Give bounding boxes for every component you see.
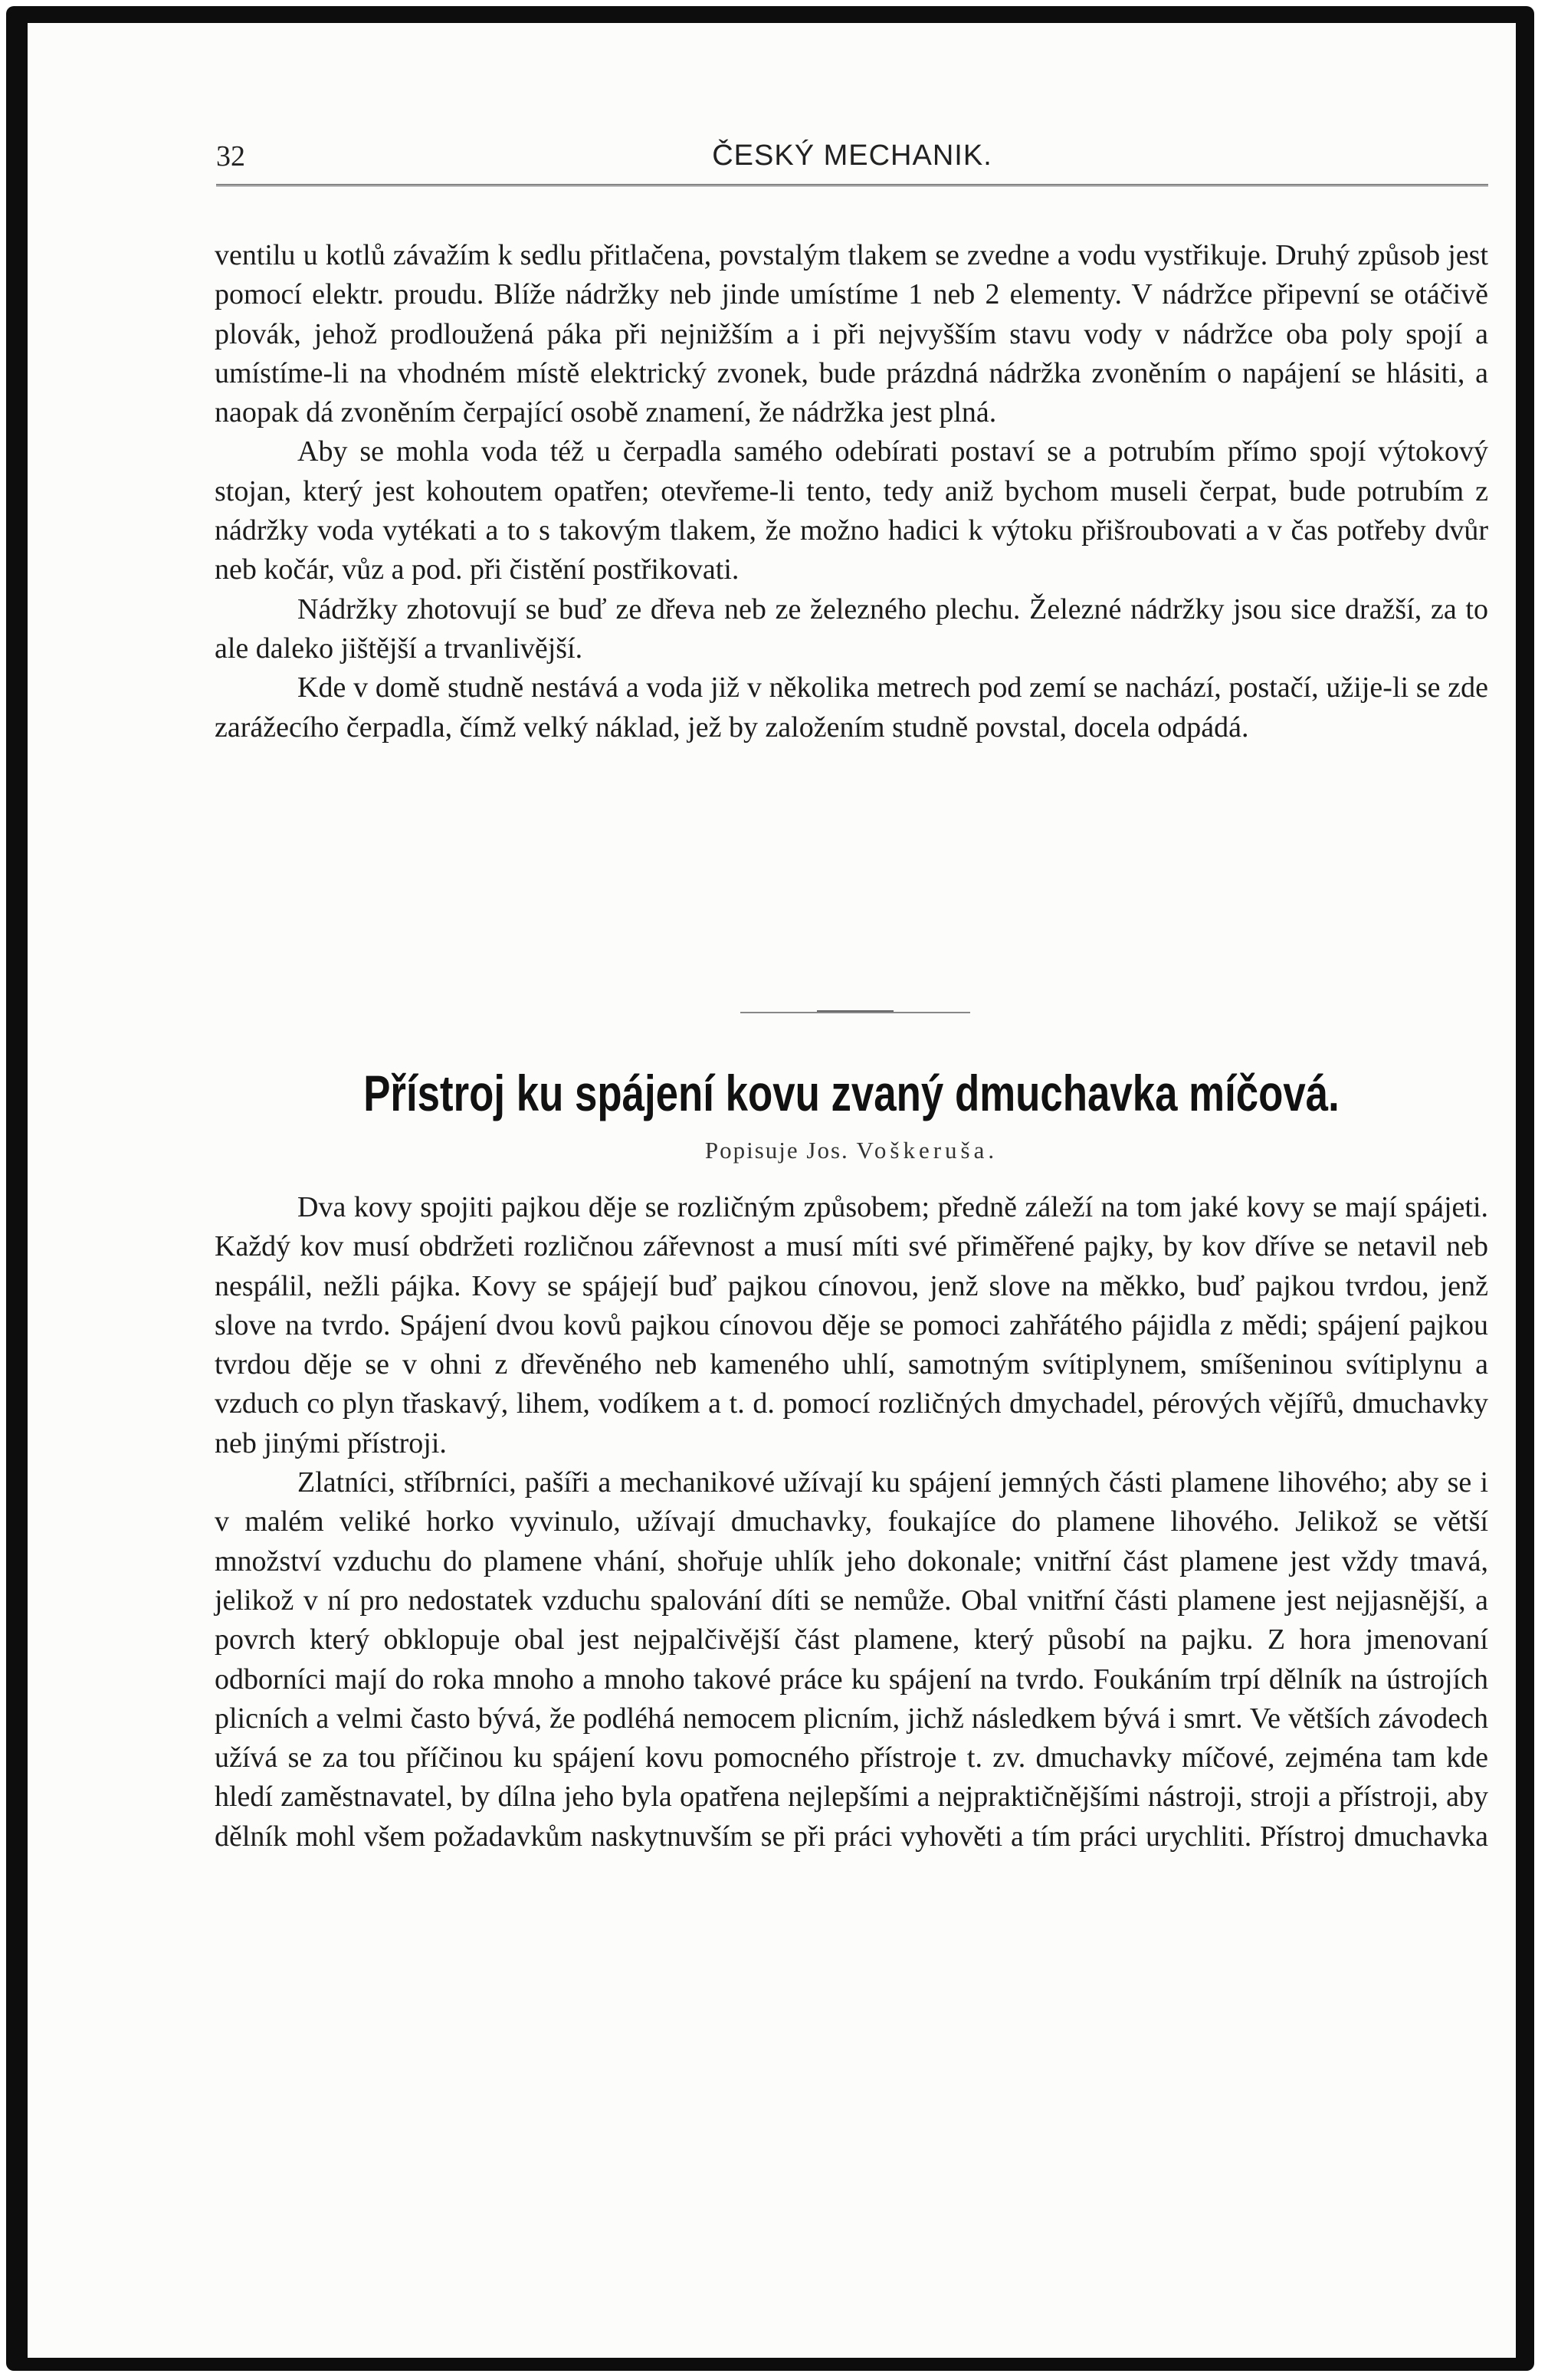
book-page <box>28 23 1516 2358</box>
page-number: 32 <box>216 140 245 172</box>
paragraph: Aby se mohla voda též u čerpadla samého odebírati postaví se a potrubím přímo spojí výtokový stojan, který jest kohoutem opatřen; otevřeme-li tento, tedy aniž bychom museli čerpat, bude potrubím z nádržky voda vytékati a to s takovým tlakem, že možno hadici k výtoku přišroubovati a v čas potřeby dvůr neb kočár, vůz a pod. při čistění postřikovati. <box>215 435 1488 586</box>
header-rule <box>216 184 1488 186</box>
section-divider <box>740 1012 970 1013</box>
continued-text <box>215 236 1488 747</box>
byline <box>215 1137 1488 1164</box>
paragraph: Kde v domě studně nestává a voda již v několika metrech pod zemí se nachází, postačí, užije-li se zde zarážecího čerpadla, čímž velký náklad, jež by založením studně povstal, docela odpádá. <box>215 671 1488 744</box>
running-head <box>216 140 1488 193</box>
paragraph: Zlatníci, stříbrníci, pašíři a mechanikové užívají ku spájení jemných části plamene lihového; aby se i v malém veliké horko vyvinulo, užívají dmuchavky, foukajíce do plamene lihového. Jelikož se větší množství vzduchu do plamene vhání, shořuje uhlík jeho dokonale; vnitřní část plamene jest vždy tmavá, jelikož v ní pro nedostatek vzduchu spalování díti se nemůže. Obal vnitřní části plamene jest nejjasnější, a povrch který obklopuje obal jest nejpalčivější část plamene, který působí na pajku. Z hora jmenovaní odborníci mají do roka mnoho a mnoho takové práce ku spájení na tvrdo. Foukáním trpí dělník na ústrojích plicních a velmi často bývá, že podléhá nemocem plicním, jichž následkem bývá i smrt. Ve větších závodech užívá se za tou příčinou ku spájení kovu pomocného přístroje t. zv. dmuchavky míčové, zejména tam kde hledí zaměstnavatel, by dílna jeho byla opatřena nejlepšími a nejpraktičnějšími nástroji, stroji a přístroji, aby dělník mohl všem požadavkům naskytnuvším se při práci vyhověti a tím práci urychliti. Přístroj dmuchavka <box>215 1466 1488 1853</box>
article-body <box>215 1188 1488 1856</box>
byline-prefix: Popisuje Jos. <box>704 1137 849 1164</box>
paragraph: Nádržky zhotovují se buď ze dřeva neb ze železného plechu. Železné nádržky jsou sice dražší, za to ale daleko jištější a trvanlivější. <box>215 593 1488 665</box>
byline-author: Voškeruša. <box>856 1137 999 1164</box>
article-title: Přístroj ku spájení kovu zvaný dmuchavka míčová. <box>363 1065 1340 1121</box>
journal-title: ČESKÝ MECHANIK. <box>712 140 992 172</box>
paragraph: Dva kovy spojiti pajkou děje se rozličným způsobem; předně záleží na tom jaké kovy se mají spájeti. Každý kov musí obdržeti rozličnou zářevnost a musí míti své přiměřené pajky, by kov dříve se netavil neb nespálil, nežli pájka. Kovy se spájejí buď pajkou cínovou, jenž slove na měkko, buď pajkou tvrdou, jenž slove na tvrdo. Spájení dvou kovů pajkou cínovou děje se pomoci zahřátého pájidla z mědi; spájení pajkou tvrdou děje se v ohni z dřevěného neb kameného uhlí, samotným svítiplynem, smíšeninou svítiplynu a vzduch co plyn třaskavý, lihem, vodíkem a t. d. pomocí rozličných dmychadel, pérových vějířů, dmuchavky neb jinými přístroji. <box>215 1191 1488 1459</box>
paragraph: ventilu u kotlů závažím k sedlu přitlačena, povstalým tlakem se zvedne a vodu vystřikuje. Druhý způsob jest pomocí elektr. proudu. Blíže nádržky neb jinde umístíme 1 neb 2 elementy. V nádržce připevní se otáčivě plovák, jehož prodloužená páka při nejnižším a i při nejvyšším stavu vody v nádržce oba poly spojí a umístíme-li na vhodném místě elektrický zvonek, bude prázdná nádržka zvoněním o napájení se hlásiti, a naopak dá zvoněním čerpající osobě znamení, že nádržka jest plná. <box>215 239 1488 429</box>
